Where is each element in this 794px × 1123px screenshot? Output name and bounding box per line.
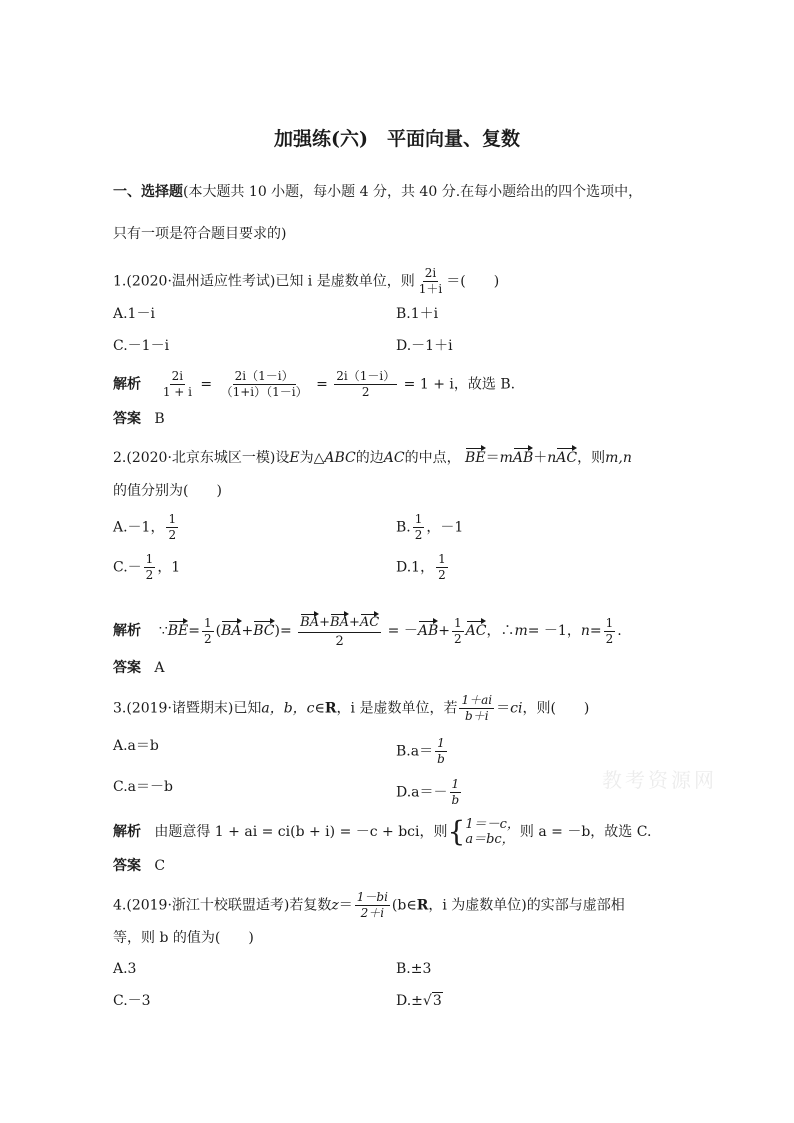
q2-solution-label: 解析	[113, 623, 141, 639]
q2-answer-label: 答案	[113, 660, 141, 676]
q3-sol-text: 由题意得 1 + ai = ci(b + i) = －c + bci，则	[154, 824, 448, 840]
q3-system-row-2: a＝bc，	[465, 832, 515, 847]
q2-sol-eq-1: =	[188, 623, 200, 639]
q2-option-c-frac	[144, 553, 156, 582]
q2-prefix: 2.(2020·北京东城区一模)设	[113, 450, 290, 466]
q2-eq: ＝	[485, 450, 500, 466]
q1-prefix: 1.(2020·温州适应性考试)已知 i 是虚数单位，则	[113, 273, 415, 290]
q1-sol-eq-1: =	[200, 376, 213, 393]
q3-reals: R	[324, 700, 337, 717]
q3-frac-den: b＋i	[465, 709, 489, 723]
q2-n: n	[547, 450, 557, 466]
q2-sol-close: )	[274, 623, 280, 639]
q1-sol-frac-2-den: （1+i）（1－i）	[220, 385, 308, 399]
q1-solution-label: 解析	[113, 376, 141, 393]
q3-answer-value: C	[154, 858, 166, 874]
q2-sol-half-den: 2	[203, 631, 212, 646]
q3-mid: ，i 是虚数单位，若	[336, 700, 458, 717]
watermark: 教考资源网	[602, 768, 717, 792]
q3-stem	[113, 694, 589, 723]
q2-option-b-den: 2	[414, 528, 423, 542]
q1-sol-frac-2	[219, 370, 310, 399]
q3-solution	[113, 817, 651, 847]
q2-sol-plus-2: +	[438, 623, 450, 639]
q2-sol-vector-bc: BC	[253, 619, 274, 640]
q4-fraction	[355, 891, 390, 920]
q2-option-a-frac	[166, 513, 178, 542]
q1-sol-frac-1-num: 2i	[171, 369, 184, 383]
q1-fraction	[417, 267, 444, 296]
q3-left-brace: {	[447, 815, 466, 848]
q3-option-b-den: b	[437, 752, 445, 766]
q1-sol-eq-2: =	[316, 376, 328, 393]
q2-sol-plus-1: +	[241, 623, 254, 639]
q2-sol-half	[202, 617, 214, 646]
q2-sol-big-vector-ba-2: BA	[330, 612, 349, 631]
q3-system-row-1: 1＝－c，	[465, 817, 520, 832]
q2-sol-period: .	[617, 623, 622, 639]
q3-tail: ，则( )	[522, 700, 590, 717]
q2-option-b-num: 1	[414, 512, 423, 526]
q2-option-a	[113, 513, 180, 542]
q1-option-c: C.－1－i	[113, 338, 170, 354]
q2-option-b-frac	[413, 513, 425, 542]
q2-sol-big-plus-2: +	[348, 615, 360, 630]
q2-triangle: ABC	[324, 450, 356, 466]
q2-answer	[113, 659, 164, 677]
sqrt-icon: √	[422, 993, 432, 1009]
q4-option-a: A.3	[113, 961, 137, 977]
q2-sol-m: m	[514, 623, 528, 639]
q3-answer-label: 答案	[113, 858, 141, 874]
q2-mn: m,n	[605, 450, 632, 466]
q3-option-a: A.a＝b	[113, 738, 159, 754]
q3-option-b-num: 1	[437, 736, 445, 750]
q3-option-c: C.a＝－b	[113, 779, 173, 795]
q3-frac-num: 1＋ai	[461, 693, 493, 707]
q4-reals: R	[416, 897, 429, 914]
section-intro-line-1	[113, 183, 642, 201]
q2-option-b-tail: ，－1	[426, 519, 464, 536]
q3-option-d-frac	[450, 778, 462, 807]
q2-option-c	[113, 553, 180, 582]
q1-sol-tail: = 1 + i，故选 B.	[403, 376, 516, 393]
q4-z: z	[331, 897, 339, 914]
q3-option-d-text: D.a＝－	[396, 784, 448, 801]
q2-option-d-frac	[436, 553, 448, 582]
q2-text-2: 的边	[355, 450, 384, 466]
q4-prefix: 4.(2019·浙江十校联盟适考)若复数	[113, 897, 332, 914]
q1-answer-label: 答案	[113, 411, 141, 427]
q2-sol-n-num: 1	[605, 615, 614, 630]
q3-option-b	[396, 737, 449, 766]
q2-stem-line-2: 的值分别为( )	[113, 483, 222, 499]
q2-sol-vector-ac: AC	[466, 619, 487, 640]
q2-vector-ac: AC	[556, 446, 577, 467]
q2-sol-vector-be: BE	[168, 619, 189, 640]
q2-sol-m-value: = －1，	[527, 623, 581, 639]
q2-answer-value: A	[154, 660, 165, 676]
q2-option-c-den: 2	[145, 568, 154, 582]
q2-because: ∵	[158, 623, 168, 639]
q3-in: ∈	[314, 700, 325, 717]
q2-sol-half-num: 1	[203, 615, 212, 630]
q1-option-d: D.－1＋i	[396, 338, 453, 354]
q3-solution-label: 解析	[113, 824, 141, 840]
q1-stem	[113, 267, 499, 296]
q2-option-c-tail: ，1	[157, 559, 181, 576]
q2-sol-eq-3: = －	[387, 623, 418, 639]
q1-sol-frac-1	[161, 370, 194, 399]
section-intro-text-1: (本大题共 10 小题，每小题 4 分，共 40 分.在每小题给出的四个选项中，	[183, 184, 643, 200]
q1-sol-frac-2-num: 2i（1－i）	[234, 369, 294, 383]
q2-option-a-den: 2	[168, 528, 177, 542]
q1-frac-den: 1＋i	[418, 282, 443, 296]
q3-vars: a，b，c	[261, 700, 315, 717]
q2-sol-big-frac	[298, 612, 381, 650]
q1-sol-frac-3-den: 2	[361, 385, 370, 399]
q4-mid: (b∈	[391, 897, 417, 914]
q2-text-1: 为△	[299, 450, 325, 466]
q1-option-a: A.1－i	[113, 306, 155, 322]
q2-stem	[113, 446, 632, 467]
q3-option-d-num: 1	[451, 777, 460, 791]
q4-stem	[113, 891, 625, 920]
q3-system-rows	[465, 817, 520, 847]
q2-text-3: 的中点，	[404, 450, 461, 466]
q4-eq: ＝	[338, 897, 353, 914]
q4-frac-den: 2＋i	[360, 906, 385, 920]
q4-option-d-text: D.±	[396, 993, 423, 1009]
q2-sol-half-2-num: 1	[454, 615, 462, 630]
q2-sol-vector-ba: BA	[221, 619, 241, 640]
q1-sol-frac-1-den: 1 + i	[162, 385, 192, 399]
q2-sol-n-den: 2	[605, 631, 614, 646]
q3-sol-tail: 则 a = －b，故选 C.	[519, 824, 652, 840]
q2-point-e: E	[289, 450, 300, 466]
section-intro-line-2: 只有一项是符合题目要求的)	[113, 226, 287, 242]
q2-option-b	[396, 513, 463, 542]
q2-sol-n-eq: =	[589, 623, 602, 639]
q3-option-b-frac	[435, 737, 447, 766]
q3-answer	[113, 857, 165, 875]
q1-option-b: B.1＋i	[396, 306, 439, 322]
q2-side-ac: AC	[383, 450, 405, 466]
q3-option-d-den: b	[451, 793, 460, 807]
q2-option-a-num: 1	[168, 512, 177, 526]
section-heading: 一、选择题	[113, 184, 183, 200]
q1-solution	[113, 370, 515, 399]
q3-prefix: 3.(2019·诸暨期末)已知	[113, 700, 262, 717]
q4-tail: ，i 为虚数单位)的实部与虚部相	[428, 897, 625, 914]
q2-plus: ＋	[533, 450, 548, 466]
q3-eq: ＝	[496, 700, 511, 717]
q2-sol-vector-ab: AB	[418, 619, 438, 640]
q2-option-d-num: 1	[438, 552, 446, 566]
q2-option-d-text: D.1，	[396, 559, 435, 576]
q3-option-d	[396, 778, 463, 807]
q4-option-d-radicand: 3	[432, 993, 442, 1009]
q2-tail: ，则	[577, 450, 606, 466]
q2-solution	[113, 612, 622, 650]
q4-option-d	[396, 992, 443, 1010]
q3-option-b-text: B.a＝	[396, 743, 434, 760]
q2-sol-big-frac-num	[298, 612, 381, 633]
q2-sol-eq-2: =	[279, 623, 292, 639]
q2-sol-half-2-den: 2	[454, 631, 462, 646]
q2-vector-be: BE	[465, 446, 486, 467]
q3-fraction	[459, 694, 494, 723]
q2-option-b-text: B.	[396, 519, 411, 536]
q2-option-a-text: A.－1，	[113, 519, 165, 536]
page-title: 加强练(六) 平面向量、复数	[274, 128, 520, 150]
q4-option-b: B.±3	[396, 961, 432, 977]
q4-option-c: C.－3	[113, 993, 151, 1009]
q2-m: m	[499, 450, 513, 466]
q2-sol-n-frac	[604, 617, 616, 646]
q1-sol-frac-3	[334, 370, 397, 399]
q3-system	[448, 817, 520, 847]
q2-option-c-num: 1	[145, 552, 154, 566]
q2-option-d	[396, 553, 450, 582]
q1-suffix: ＝( )	[446, 273, 500, 290]
q2-option-d-den: 2	[438, 568, 446, 582]
q2-sol-big-vector-ba-1: BA	[300, 612, 319, 631]
q1-sol-frac-3-num: 2i（1－i）	[336, 369, 396, 383]
q2-sol-therefore: ，∴	[486, 623, 515, 639]
q1-answer-value: B	[154, 411, 165, 427]
q2-sol-big-vector-ac: AC	[360, 612, 379, 631]
q3-ci: ci	[510, 700, 523, 717]
q2-sol-open: (	[215, 623, 222, 639]
q2-sol-big-frac-den: 2	[335, 634, 344, 649]
q2-sol-big-plus-1: +	[319, 615, 331, 630]
q2-vector-ab: AB	[513, 446, 533, 467]
q1-frac-num: 2i	[424, 266, 437, 280]
q1-answer	[113, 410, 165, 428]
q2-sol-half-2	[452, 617, 464, 646]
q2-option-c-text: C.－	[113, 559, 142, 576]
q4-stem-line-2: 等，则 b 的值为( )	[113, 930, 254, 946]
q2-sol-n: n	[580, 623, 590, 639]
q4-frac-num: 1－bi	[356, 890, 388, 904]
